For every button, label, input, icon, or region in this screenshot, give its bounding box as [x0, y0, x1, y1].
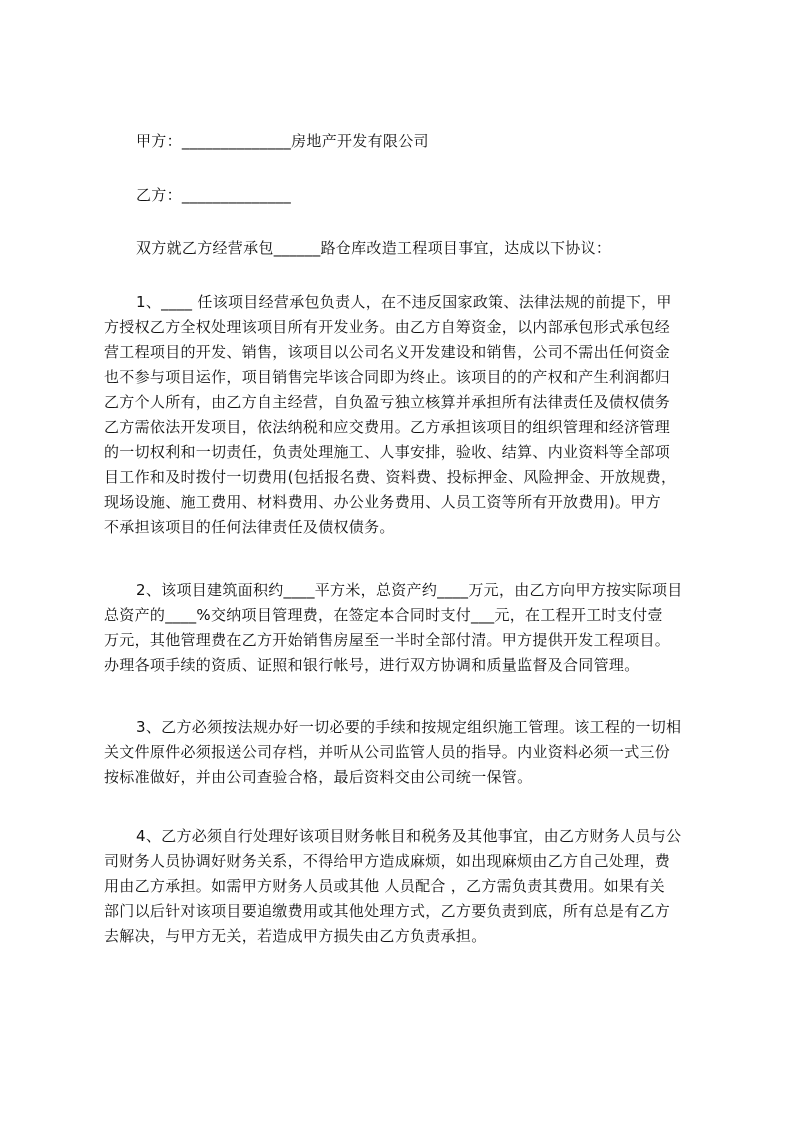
clause-2-line: 2、该项目建筑面积约____平方米，总资产约____万元，由乙方向甲方按实际项目	[136, 581, 683, 599]
clause-2-line: 万元，其他管理费在乙方开始销售房屋至一半时全部付清。甲方提供开发工程项目。	[104, 631, 671, 649]
clause-1-line: 现场设施、施工费用、材料费用、办公业务费用、人员工资等所有开放费用)。甲方	[104, 493, 661, 511]
clause-3-line: 按标准做好，并由公司查验合格，最后资料交由公司统一保管。	[104, 768, 533, 786]
clause-4-line: 4、乙方必须自行处理好该项目财务帐目和税务及其他事宜，由乙方财务人员与公	[136, 827, 682, 845]
clause-4-line: 用由乙方承担。如需甲方财务人员或其他 人员配合 ，乙方需负责其费用。如果有关	[104, 877, 665, 895]
clause-1-line: 方授权乙方全权处理该项目所有开发业务。由乙方自筹资金，以内部承包形式承包经	[104, 318, 671, 336]
clause-1-line: 不承担该项目的任何法律责任及债权债务。	[104, 518, 395, 536]
clause-1-line: 目工作和及时拨付一切费用(包括报名费、资料费、投标押金、风险押金、开放规费，	[104, 468, 677, 486]
clause-3-line: 3、乙方必须按法规办好一切必要的手续和按规定组织施工管理。该工程的一切相	[136, 718, 682, 736]
clause-1-line: 乙方个人所有，由乙方自主经营，自负盈亏独立核算并承担所有法律责任及债权债务	[104, 393, 671, 411]
clause-3-line: 关文件原件必须报送公司存档，并听从公司监管人员的指导。内业资料必须一式三份	[104, 743, 671, 761]
clause-2-line: 办理各项手续的资质、证照和银行帐号，进行双方协调和质量监督及合同管理。	[104, 656, 640, 674]
clause-1-line: 也不参与项目运作，项目销售完毕该合同即为终止。该项目的的产权和产生利润都归	[104, 368, 671, 386]
clause-1-line: 1、____ 任该项目经营承包负责人，在不违反国家政策、法律法规的前提下，甲	[136, 293, 672, 311]
clause-4-line: 部门以后针对该项目要追缴费用或其他处理方式，乙方要负责到底，所有总是有乙方	[104, 902, 671, 920]
intro-line: 双方就乙方经营承包______路仓库改造工程项目事宜，达成以下协议：	[136, 239, 612, 257]
clause-1-line: 乙方需依法开发项目，依法纳税和应交费用。乙方承担该项目的组织管理和经济管理	[104, 418, 671, 436]
clause-2-line: 总资产的____%交纳项目管理费，在签定本合同时支付___元，在工程开工时支付壹	[104, 606, 663, 624]
party-b-line: 乙方：______________	[136, 186, 292, 204]
party-a-line: 甲方：______________房地产开发有限公司	[136, 132, 429, 150]
clause-4-line: 去解决，与甲方无关，若造成甲方损失由乙方负责承担。	[104, 927, 487, 945]
clause-1-line: 的一切权利和一切责任，负责处理施工、人事安排，验收、结算、内业资料等全部项	[104, 443, 671, 461]
clause-4-line: 司财务人员协调好财务关系，不得给甲方造成麻烦，如出现麻烦由乙方自己处理，费	[104, 852, 671, 870]
clause-1-line: 营工程项目的开发、销售，该项目以公司名义开发建设和销售，公司不需出任何资金	[104, 343, 671, 361]
